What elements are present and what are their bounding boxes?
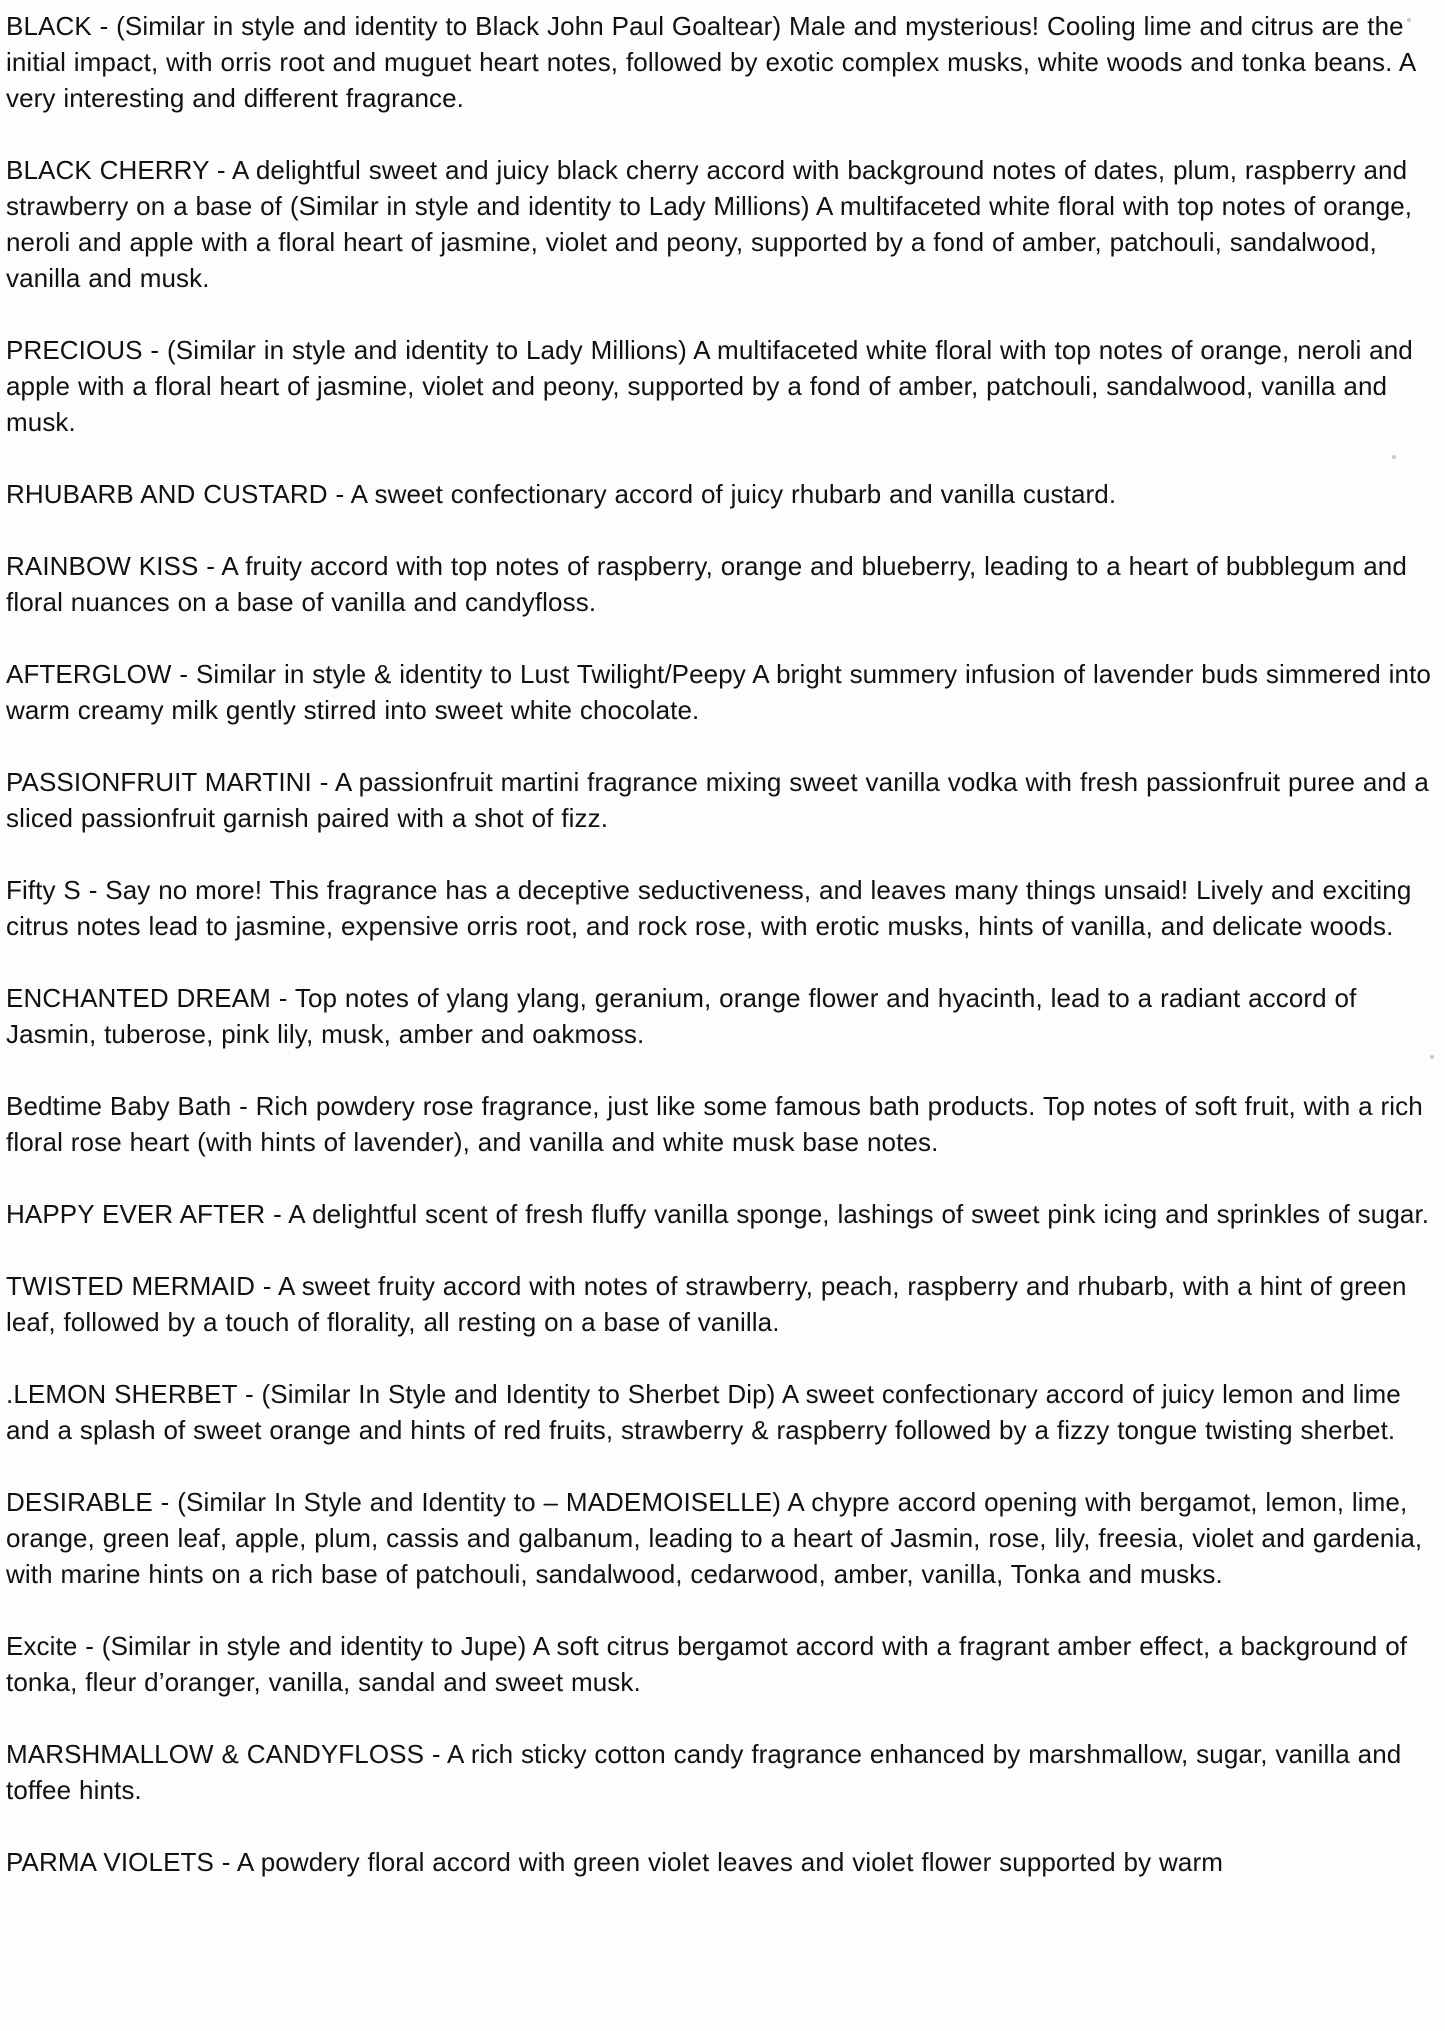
fragrance-entry-rhubarb-and-custard: RHUBARB AND CUSTARD - A sweet confectionary accord of juicy rhubarb and vanilla custard. [6, 479, 1117, 509]
fragrance-entry-lemon-sherbet: .LEMON SHERBET - (Similar In Style and Identity to Sherbet Dip) A sweet confectionary accord of juicy lemon and lime and a splash of sweet orange and hints of red fruits, strawberry & raspberry followed by a fizzy tongue twisting sherbet. [6, 1379, 1401, 1445]
fragrance-entry-bedtime-baby-bath: Bedtime Baby Bath - Rich powdery rose fragrance, just like some famous bath products. Top notes of soft fruit, with a rich floral rose heart (with hints of lavender), and vanilla and white musk base notes. [6, 1091, 1423, 1157]
fragrance-entry-marshmallow-candyfloss: MARSHMALLOW & CANDYFLOSS - A rich sticky cotton candy fragrance enhanced by marshmallow, sugar, vanilla and toffee hints. [6, 1739, 1402, 1805]
scan-speck [1430, 1055, 1434, 1059]
scan-speck [1392, 455, 1396, 459]
fragrance-entry-rainbow-kiss: RAINBOW KISS - A fruity accord with top notes of raspberry, orange and blueberry, leading to a heart of bubblegum and floral nuances on a base of vanilla and candyfloss. [6, 551, 1407, 617]
fragrance-entry-black-cherry: BLACK CHERRY - A delightful sweet and juicy black cherry accord with background notes of dates, plum, raspberry and strawberry on a base of (Similar in style and identity to Lady Millions) A multifaceted white floral with top notes of orange, neroli and apple with a floral heart of jasmine, violet and peony, supported by a fond of amber, patchouli, sandalwood, vanilla and musk. [6, 155, 1413, 293]
fragrance-entry-passionfruit-martini: PASSIONFRUIT MARTINI - A passionfruit martini fragrance mixing sweet vanilla vodka with fresh passionfruit puree and a sliced passionfruit garnish paired with a shot of fizz. [6, 767, 1429, 833]
fragrance-description-list [6, 8, 1438, 1916]
scan-speck [1407, 18, 1411, 22]
fragrance-entry-enchanted-dream: ENCHANTED DREAM - Top notes of ylang ylang, geranium, orange flower and hyacinth, lead to a radiant accord of Jasmin, tuberose, pink lily, musk, amber and oakmoss. [6, 983, 1357, 1049]
fragrance-entry-precious: PRECIOUS - (Similar in style and identity to Lady Millions) A multifaceted white floral with top notes of orange, neroli and apple with a floral heart of jasmine, violet and peony, supported by a fond of amber, patchouli, sandalwood, vanilla and musk. [6, 335, 1413, 437]
fragrance-entry-fifty-s: Fifty S - Say no more! This fragrance has a deceptive seductiveness, and leaves many things unsaid! Lively and exciting citrus notes lead to jasmine, expensive orris root, and rock rose, with erotic musks, hints of vanilla, and delicate woods. [6, 875, 1412, 941]
fragrance-entry-excite: Excite - (Similar in style and identity to Jupe) A soft citrus bergamot accord with a fragrant amber effect, a background of tonka, fleur d’oranger, vanilla, sandal and sweet musk. [6, 1631, 1408, 1697]
fragrance-entry-happy-ever-after: HAPPY EVER AFTER - A delightful scent of fresh fluffy vanilla sponge, lashings of sweet pink icing and sprinkles of sugar. [6, 1199, 1430, 1229]
fragrance-entry-afterglow: AFTERGLOW - Similar in style & identity to Lust Twilight/Peepy A bright summery infusion of lavender buds simmered into warm creamy milk gently stirred into sweet white chocolate. [6, 659, 1431, 725]
fragrance-entry-black: BLACK - (Similar in style and identity to Black John Paul Goaltear) Male and mysterious! Cooling lime and citrus are the initial impact, with orris root and muguet heart notes, followed by exotic complex musks, white woods and tonka beans. A very interesting and different fragrance. [6, 11, 1415, 113]
fragrance-entry-twisted-mermaid: TWISTED MERMAID - A sweet fruity accord with notes of strawberry, peach, raspberry and rhubarb, with a hint of green leaf, followed by a touch of florality, all resting on a base of vanilla. [6, 1271, 1407, 1337]
fragrance-entry-parma-violets: PARMA VIOLETS - A powdery floral accord with green violet leaves and violet flower supported by warm [6, 1847, 1223, 1877]
fragrance-entry-desirable: DESIRABLE - (Similar In Style and Identity to – MADEMOISELLE) A chypre accord opening with bergamot, lemon, lime, orange, green leaf, apple, plum, cassis and galbanum, leading to a heart of Jasmin, rose, lily, freesia, violet and gardenia, with marine hints on a rich base of patchouli, sandalwood, cedarwood, amber, vanilla, Tonka and musks. [6, 1487, 1423, 1589]
